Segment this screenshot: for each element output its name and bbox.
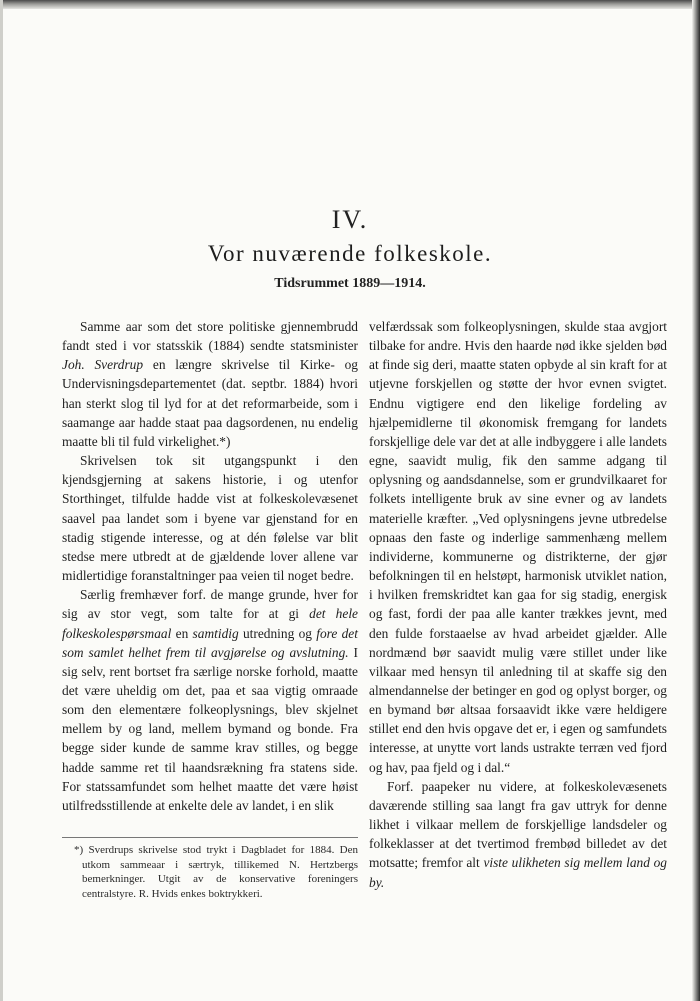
chapter-numeral: IV.: [331, 205, 369, 234]
paragraph-continued: velfærdssak som folkeoplysningen, skulde staa avgjort tilbake for andre. Hvis den haarde nød ikke sjelden bød at finde sig deri, maatte staten opbyde al sin kraft for at utjevne forskjellen og støtte der hvor evnen svigtet. Endnu vigtigere end den likelige fordeling av hjælpemidlerne til økonomisk fremgang for landets forskjellige dele var det at alle indbyggere i alle landets egne, saavidt mulig, fik den samme adgang til oplysning og aandsdannelse, som er grundvilkaaret for folkets intelligente bruk av sine evner og av landets materielle kræfter. „Ved oplysningens jevne utbredelse opnaas den faste og inderlige sammenhæng mellem individerne, kommunerne og distrikterne, der gjør befolkningen til en helstøpt, harmonisk utviklet nation, i hvilken fremskridtet kan gaa for sig stadig, energisk og fast, fordi der paa alle kanter trækkes jevnt, med den fulde forstaaelse av hvad arbeidet gjælder. Alle nordmænd bør saavidt mulig være stillet under like vilkaar med hensyn til anledning til at skaffe sig den almendannelse der betinger en god og oplyst borger, og en bymand bør altsaa forsaavidt ikke være heldigere stillet end den hvis opgave det er, i egen og samfundets interesse, at unytte vort lands ustrakte terræn ved fjord og hav, paa fjeld og i dal.“: [369, 319, 667, 775]
footnote-rule: [62, 837, 358, 838]
paragraph-3: Særlig fremhæver forf. de mange grunde, hver for sig av stor vegt, som talte for at gi det hele folkeskolespørsmaal en samtidig utredning og fore det som samlet helhet frem til avgjørelse og avslutning. I sig selv, rent bortset fra særlige norske forhold, maatte det være uheldig om det, paa et saa vigtig omraade som den elementære folkeoplysnings, blev skjelnet mellem by og land, mellem bymand og bonde. Fra begge sider kunde de samme krav stilles, og begge hadde samme ret til haandsrækning fra statens side. For statssamfundet som helhet maatte det være høist utilfredsstillende at enkelte dele av landet, i en slik: [62, 587, 358, 813]
scan-edge-left: [0, 0, 3, 1001]
right-column: [369, 317, 667, 892]
footnote-mark: *): [74, 844, 84, 856]
name-sverdrup: Joh. Sverdrup: [62, 357, 144, 373]
left-column: [62, 317, 358, 815]
paragraph-1: Samme aar som det store politiske gjennembrudd fandt sted i vor statsskik (1884) sendte statsminister Joh. Sverdrup en længre skrivelse til Kirke- og Undervisningsdepartementet (dat. septbr. 1884) hvori han sterkt slog til lyd for at det reformarbeide, som i saamange aar hadde staat paa dagsordenen, nu endelig maatte bli til fuld virkelighet.*): [62, 319, 359, 449]
paragraph-2: Skrivelsen tok sit utgangspunkt i den kjendsgjerning at sakens historie, i og utenfor Storthinget, tilfulde hadde vist at folkeskolevæsenet saavel paa landet som i byene var gjenstand for en stadig stigende interesse, og at dén følelse var blit stedse mere utbredt at de gjældende lover allene var midlertidige foranstaltninger paa veien til noget bedre.: [62, 453, 358, 584]
chapter-subtitle: Tidsrummet 1889—1914.: [274, 276, 426, 291]
chapter-title: Vor nuværende folkeskole.: [207, 241, 493, 266]
scan-edge-right: [692, 0, 700, 1001]
scan-edge-top: [0, 0, 700, 9]
footnote: [62, 843, 358, 901]
footnote-text: Sverdrups skrivelse stod trykt i Dagbladet for 1884. Den utkom sammeaar i særtryk, tillikemed N. Hertzbergs bemerkninger. Utgit av de konservative foreningers centralstyre. R. Hvids enkes boktrykkeri.: [82, 844, 359, 900]
paragraph-4: Forf. paapeker nu videre, at folkeskolevæsenets daværende stilling saa langt fra gav uttryk for denne likhet i vilkaar mellem de forskjellige landsdeler og folkeklasser at det tvertimod frembød billedet av det motsatte; fremfor alt viste ulikheten sig mellem land og by.: [369, 778, 667, 890]
